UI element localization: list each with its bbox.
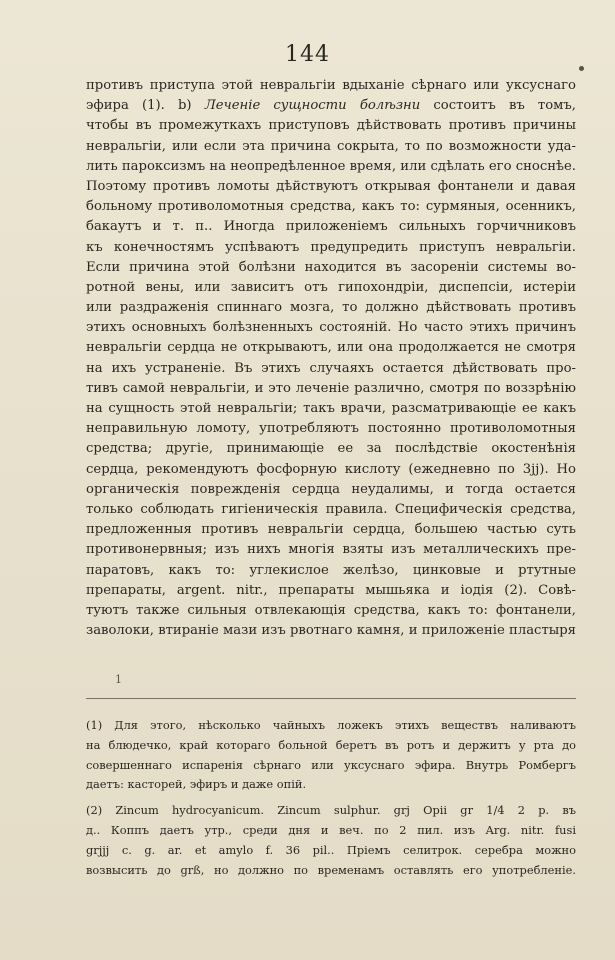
footnote-line: (1) Для этого, нѣсколько чайныхъ ложекъ этихъ веществъ наливаютъ (86, 718, 576, 732)
text-line: органическія поврежденія сердца неудалимы, и тогда остается (86, 481, 576, 497)
page-number: 144 (285, 42, 330, 67)
text-line: бакаутъ и т. п.. Иногда приложеніемъ сильныхъ горчичниковъ (86, 219, 576, 235)
text-line: неправильную ломоту, употребляютъ постоянно противоломотныя (86, 421, 576, 437)
text-line: чтобы въ промежуткахъ приступовъ дѣйствовать противъ причины (86, 118, 576, 134)
text-line: больному противоломотныя средства, какъ то: сурмяныя, осенникъ, (86, 199, 576, 215)
footnote-2 (86, 801, 576, 880)
text-line: къ конечностямъ успѣваютъ предупредить приступъ невральгіи. (86, 239, 576, 255)
text-line: только соблюдать гигіеническія правила. Специфическія средства, (86, 501, 576, 517)
text-line: Если причина этой болѣзни находится въ засореніи системы во- (86, 259, 576, 275)
text-line: средства; другіе, принимающіе ее за послѣдствіе окостенѣнія (86, 441, 576, 457)
text-line: лить пароксизмъ на неопредѣленное время, или сдѣлать его сноснѣе. (86, 158, 576, 174)
footnote-line: на блюдечко, край котораго больной беретъ въ ротъ и держитъ у рта до (86, 737, 576, 752)
footnote-line: д.. Коппъ даетъ утр., среди дня и веч. по 2 пил. изъ Arg. nitr. fusi (86, 822, 576, 837)
text-line: эфира (1). b) Леченіе сущности болѣзни состоитъ въ томъ, (86, 98, 576, 114)
footnote-divider (86, 698, 576, 699)
text-line: на сущность этой невральгіи; такъ врачи, разсматривающіе ее какъ (86, 401, 576, 416)
footnote-line: совершеннаго испаренія сѣрнаго или уксуснаго эфира. Внутрь Ромбергъ (86, 757, 576, 772)
text-line: ротной вены, или зависитъ отъ гипохондріи, диспепсіи, истеріи (86, 279, 576, 295)
text-line: противъ приступа этой невральгіи вдыханіе сѣрнаго или уксуснаго (86, 78, 576, 93)
margin-mark: 1 (115, 673, 122, 686)
footnote-1 (86, 716, 576, 795)
text-line: невральгіи сердца не открываютъ, или она продолжается не смотря (86, 340, 576, 356)
footnote-line: (2) Zincum hydrocyanicum. Zincum sulphur. grj Opii gr 1/4 2 p. въ (86, 803, 576, 818)
text-line: или раздраженія спиннаго мозга, то должно дѣйствовать противъ (86, 300, 576, 316)
text-line: заволоки, втираніе мази изъ рвотнаго камня, и приложеніе пластыря (86, 623, 576, 639)
text-line: Поэтому противъ ломоты дѣйствуютъ открывая фонтанели и давая (86, 178, 576, 194)
text-line: невральгіи, или если эта причина сокрыта, то по возможности уда- (86, 138, 576, 154)
text-line: туютъ также сильныя отвлекающія средства, какъ то: фонтанели, (86, 602, 576, 618)
text-line: этихъ основныхъ болѣзненныхъ состояній. Но часто этихъ причинъ (86, 320, 576, 336)
footnote-line: даетъ: касторей, эфиръ и даже опій. (86, 777, 307, 792)
text-line: тивъ самой невральгіи, и это леченіе различно, смотря по воззрѣнію (86, 380, 576, 396)
text-line: препараты, argent. nitr., препараты мышьяка и іодія (2). Совѣ- (86, 582, 576, 598)
text-line: противонервныя; изъ нихъ многія взяты изъ металлическихъ пре- (86, 542, 576, 558)
body-text (86, 76, 576, 641)
text-line: предложенныя противъ невральгіи сердца, большею частью суть (86, 522, 576, 538)
text-line: сердца, рекомендуютъ фосфорную кислоту (ежедневно по 3jj). Но (86, 461, 576, 477)
text-line: паратовъ, какъ то: углекислое желѣзо, цинковые и ртутные (86, 562, 576, 578)
text-line: на ихъ устраненіе. Въ этихъ случаяхъ остается дѣйствовать про- (86, 360, 576, 376)
footnotes (86, 716, 576, 880)
footnote-line: возвысить до grß, но должно по временамъ оставлять его употребленіе. (86, 862, 576, 877)
footnote-line: grjjj c. g. ar. et amylo f. 36 pil.. Пріемъ селитрок. серебра можно (86, 842, 576, 857)
ink-dot (579, 66, 584, 71)
italic-heading: Леченіе сущности болѣзни (204, 98, 421, 114)
